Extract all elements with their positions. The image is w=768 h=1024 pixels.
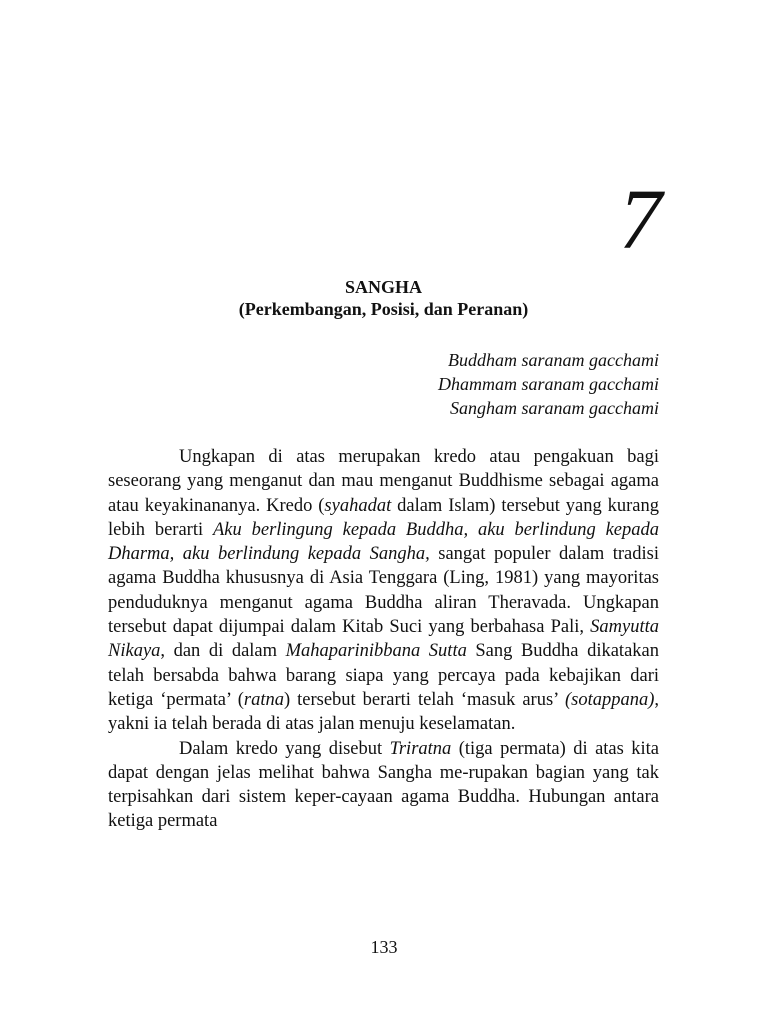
text-run: Ungkapan di atas merupakan kredo atau pengakuan bagi seseorang yang menganut dan mau menganut Buddhisme sebagai agama atau keyakinananya. Kredo ( xyxy=(108,447,659,516)
verse-line: Buddham saranam gacchami xyxy=(448,350,659,370)
text-run: Dalam kredo yang disebut xyxy=(179,738,390,759)
epigraph xyxy=(108,348,659,420)
chapter-heading xyxy=(108,276,659,320)
italic-run: ratna xyxy=(243,689,284,710)
chapter-title: SANGHA xyxy=(344,277,422,297)
italic-run: Triratna xyxy=(389,738,452,759)
text-run: dalam Islam) tersebut yang kurang lebih berarti xyxy=(108,495,659,540)
text-run: , yakni ia telah berada di atas jalan menuju keselamatan. xyxy=(108,689,659,735)
chapter-subtitle: (Perkembangan, Posisi, dan Peranan) xyxy=(238,299,529,319)
verse-line: Dhammam saranam gacchami xyxy=(438,374,659,394)
text-run: Sang Buddha dikatakan telah bersabda bahwa barang siapa yang percaya pada kebajikan dari ketiga ‘permata’ ( xyxy=(108,641,659,710)
page-number: 133 xyxy=(370,937,398,957)
italic-run: syahadat xyxy=(324,495,392,516)
italic-run: Samyutta Nikaya xyxy=(108,617,659,662)
italic-run: Mahaparinibbana Sutta xyxy=(285,641,467,662)
chapter-number: 7 xyxy=(619,171,662,267)
text-run: sangat populer dalam tradisi agama Buddha khususnya di Asia Tenggara (Ling, 1981) yang mayoritas penduduknya menganut agama Buddha aliran Theravada. Ungkapan tersebut dapat dijumpai dalam Kitab Suci yang berbahasa Pali, xyxy=(108,544,659,638)
text-run: ) tersebut berarti telah ‘masuk arus’ xyxy=(283,689,565,710)
paragraph xyxy=(108,737,659,834)
verse-line: Sangham saranam gacchami xyxy=(450,398,659,418)
italic-run: Aku berlingung kepada Buddha, aku berlindung kepada Dharma, aku berlindung kepada Sangha, xyxy=(108,519,660,565)
paragraph xyxy=(108,445,659,737)
body-text xyxy=(108,445,659,834)
italic-run: (sotappana) xyxy=(564,689,655,710)
text-run: (tiga permata) di atas kita dapat dengan jelas melihat bahwa Sangha me-rupakan bagian yang tak terpisahkan dari sistem keper-cayaan agama Buddha. Hubungan antara ketiga permata xyxy=(108,738,660,832)
text-run: , dan di dalam xyxy=(160,641,286,662)
